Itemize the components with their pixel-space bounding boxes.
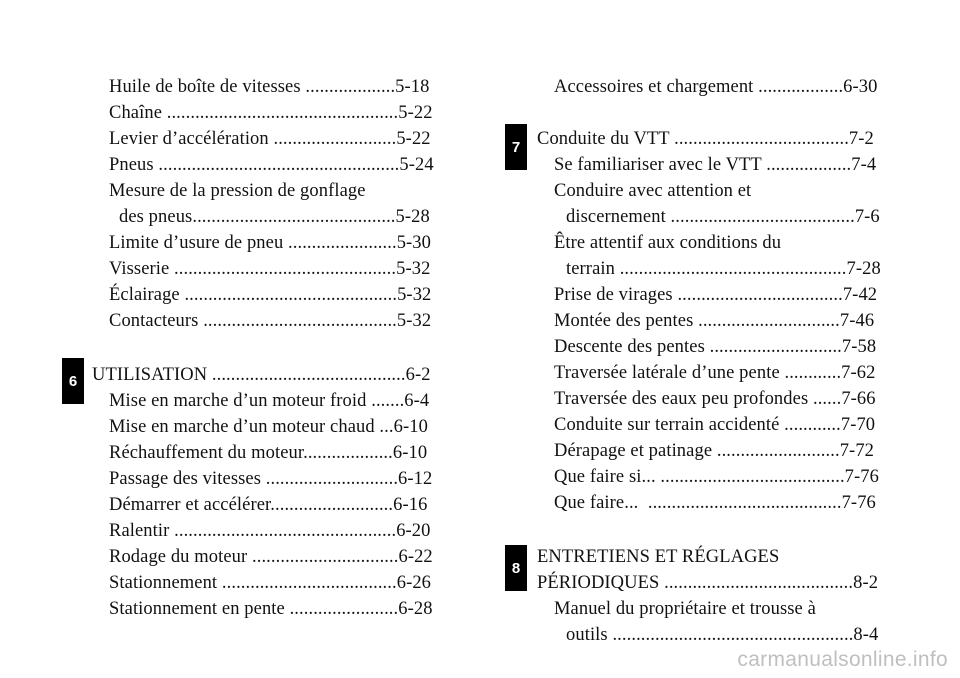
toc-entry[interactable]: Chaîne .................................................5-22 [109,103,433,123]
toc-entry[interactable]: Rodage du moteur ...............................6-22 [109,547,433,567]
toc-section-heading[interactable]: Conduite du VTT .....................................7-2 [537,129,874,149]
toc-entry[interactable]: Pneus ...................................................5-24 [109,155,434,175]
toc-entry[interactable]: Réchauffement du moteur...................6-10 [109,443,428,463]
toc-entry[interactable]: Que faire si... .......................................7-76 [554,467,879,487]
toc-entry[interactable]: Visserie ...............................................5-32 [109,259,431,279]
toc-entry[interactable]: Prise de virages ...................................7-42 [554,285,878,305]
toc-entry[interactable]: Que faire... .........................................7-76 [554,493,876,513]
toc-entry[interactable]: Accessoires et chargement ..................6-30 [554,77,878,97]
toc-entry-continuation[interactable]: discernement .......................................7-6 [566,207,880,227]
toc-section-heading[interactable]: ENTRETIENS ET RÉGLAGES [537,547,780,567]
chapter-tab-7[interactable]: 7 [505,124,527,170]
toc-entry[interactable]: Stationnement .....................................6-26 [109,573,432,593]
toc-entry[interactable]: Mesure de la pression de gonflage [109,181,366,201]
toc-entry-continuation[interactable]: outils ...................................................8-4 [566,625,879,645]
toc-entry[interactable]: Conduite sur terrain accidenté ............7-70 [554,415,876,435]
toc-entry[interactable]: Huile de boîte de vitesses ...................5-18 [109,77,430,97]
toc-entry[interactable]: Limite d’usure de pneu .......................5-30 [109,233,432,253]
toc-entry[interactable]: Traversée latérale d’une pente ............7-62 [554,363,876,383]
chapter-tab-8[interactable]: 8 [505,545,527,591]
toc-entry[interactable]: Traversée des eaux peu profondes ......7-66 [554,389,876,409]
toc-entry[interactable]: Manuel du propriétaire et trousse à [554,599,816,619]
toc-entry[interactable]: Conduire avec attention et [554,181,752,201]
toc-section-heading[interactable]: PÉRIODIQUES ........................................8-2 [537,573,879,593]
toc-entry[interactable]: Démarrer et accélérer..........................6-16 [109,495,428,515]
toc-entry[interactable]: Mise en marche d’un moteur chaud ...6-10 [109,417,428,437]
toc-entry[interactable]: Ralentir ...............................................6-20 [109,521,431,541]
toc-entry[interactable]: Montée des pentes ..............................7-46 [554,311,875,331]
toc-entry[interactable]: Stationnement en pente .......................6-28 [109,599,433,619]
toc-entry[interactable]: Mise en marche d’un moteur froid .......6-4 [109,391,430,411]
toc-entry[interactable]: Dérapage et patinage ..........................7-72 [554,441,875,461]
toc-entry[interactable]: Être attentif aux conditions du [554,233,782,253]
toc-entry[interactable]: Passage des vitesses ............................6-12 [109,469,433,489]
toc-entry[interactable]: Contacteurs .........................................5-32 [109,311,432,331]
toc-entry[interactable]: Éclairage .............................................5-32 [109,285,432,305]
toc-entry-continuation[interactable]: terrain ................................................7-28 [566,259,881,279]
toc-entry[interactable]: Descente des pentes ............................7-58 [554,337,877,357]
toc-entry[interactable]: Se familiariser avec le VTT ..................7-4 [554,155,877,175]
toc-entry[interactable]: Levier d’accélération ..........................5-22 [109,129,431,149]
watermark: carmanualsonline.info [737,648,948,671]
toc-entry-continuation[interactable]: des pneus...........................................5-28 [119,207,430,227]
toc-section-heading[interactable]: UTILISATION .........................................6-2 [92,365,431,385]
chapter-tab-6[interactable]: 6 [62,358,84,404]
